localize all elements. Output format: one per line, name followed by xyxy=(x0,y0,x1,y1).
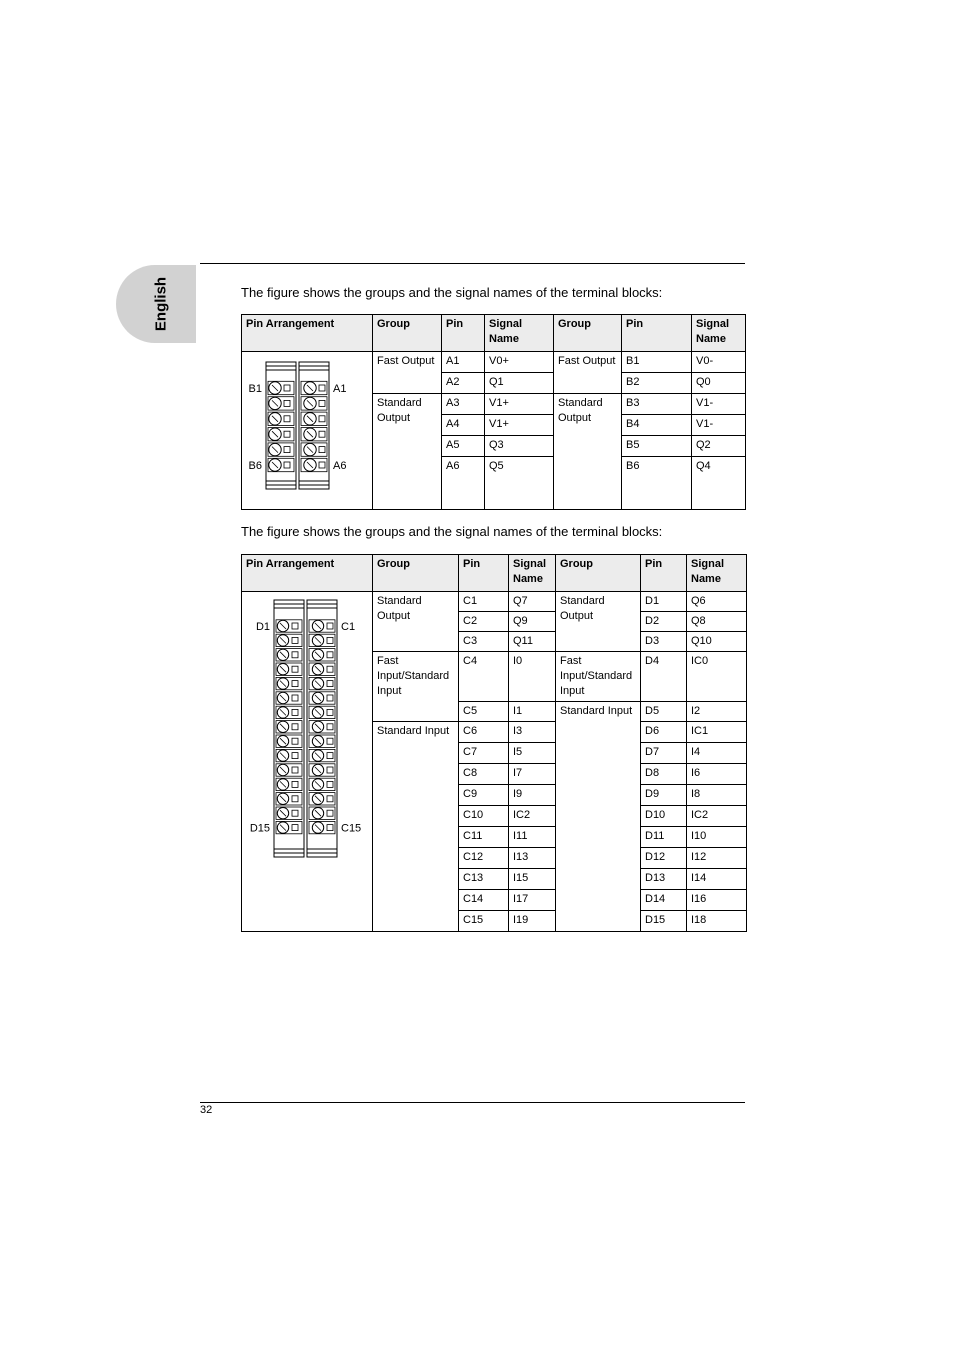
group-cell: Fast Input/Standard Input xyxy=(556,652,641,702)
terminal-block-body xyxy=(307,600,337,857)
group-cell: Standard Input xyxy=(373,722,459,932)
pin-label-right-top: A1 xyxy=(333,383,347,395)
signal-cell: IC2 xyxy=(509,806,556,827)
table-row xyxy=(242,592,747,612)
group-cell: Standard Input xyxy=(556,702,641,932)
column-header: Signal Name xyxy=(509,555,556,592)
signal-cell: Q8 xyxy=(687,612,747,632)
signal-cell: IC1 xyxy=(687,722,747,743)
pin-cell: C11 xyxy=(459,827,509,848)
pin-label-right-bottom: C15 xyxy=(341,822,362,835)
pin-label-left-bottom: D15 xyxy=(249,822,270,835)
terminal-block-figure xyxy=(242,592,373,932)
pin-cell: A3 xyxy=(442,394,485,415)
column-header: Pin xyxy=(459,555,509,592)
column-header: Group xyxy=(373,555,459,592)
signal-cell: Q4 xyxy=(692,457,746,510)
pin-cell: C6 xyxy=(459,722,509,743)
signal-cell: I8 xyxy=(687,785,747,806)
intro-text-2: The figure shows the groups and the signal names of the terminal blocks: xyxy=(241,524,663,539)
pin-cell: C13 xyxy=(459,869,509,890)
pin-label-left-bottom: B6 xyxy=(248,460,262,472)
pin-cell: C3 xyxy=(459,632,509,652)
signal-cell: Q0 xyxy=(692,373,746,394)
column-header: Pin Arrangement xyxy=(242,555,373,592)
pin-cell: D4 xyxy=(641,652,687,702)
pin-cell: C8 xyxy=(459,764,509,785)
signal-cell: I1 xyxy=(509,702,556,722)
signal-cell: I2 xyxy=(687,702,747,722)
signal-cell: I9 xyxy=(509,785,556,806)
pin-cell: D10 xyxy=(641,806,687,827)
group-cell: Standard Output xyxy=(554,394,622,510)
pin-cell: C2 xyxy=(459,612,509,632)
pin-cell: B3 xyxy=(622,394,692,415)
signal-cell: I14 xyxy=(687,869,747,890)
column-header: Signal Name xyxy=(687,555,747,592)
pin-cell: D11 xyxy=(641,827,687,848)
pin-cell: D6 xyxy=(641,722,687,743)
pin-cell: C1 xyxy=(459,592,509,612)
group-cell: Standard Output xyxy=(373,592,459,652)
pin-cell: B6 xyxy=(622,457,692,510)
signal-cell: V1- xyxy=(692,415,746,436)
pin-cell: A1 xyxy=(442,352,485,373)
group-cell: Fast Output xyxy=(554,352,622,394)
page-number: 32 xyxy=(200,1104,213,1116)
pin-cell: D2 xyxy=(641,612,687,632)
signal-cell: I11 xyxy=(509,827,556,848)
signal-cell: I4 xyxy=(687,743,747,764)
column-header: Pin xyxy=(442,315,485,352)
pin-cell: C9 xyxy=(459,785,509,806)
terminal-table-2 xyxy=(241,554,747,932)
pin-cell: C5 xyxy=(459,702,509,722)
signal-cell: Q1 xyxy=(485,373,554,394)
pin-cell: D5 xyxy=(641,702,687,722)
pin-cell: B2 xyxy=(622,373,692,394)
group-cell: Fast Input/Standard Input xyxy=(373,652,459,722)
pin-cell: A2 xyxy=(442,373,485,394)
group-cell: Standard Output xyxy=(556,592,641,652)
signal-cell: V0- xyxy=(692,352,746,373)
header-rule xyxy=(200,263,745,264)
column-header: Pin xyxy=(622,315,692,352)
signal-cell: I17 xyxy=(509,890,556,911)
pin-cell: A6 xyxy=(442,457,485,510)
column-header: Signal Name xyxy=(485,315,554,352)
pin-cell: D7 xyxy=(641,743,687,764)
signal-cell: I12 xyxy=(687,848,747,869)
pin-cell: D15 xyxy=(641,911,687,932)
signal-cell: I7 xyxy=(509,764,556,785)
signal-cell: I6 xyxy=(687,764,747,785)
pin-cell: D8 xyxy=(641,764,687,785)
group-cell: Standard Output xyxy=(373,394,442,510)
signal-cell: V1+ xyxy=(485,415,554,436)
signal-cell: I5 xyxy=(509,743,556,764)
signal-cell: I0 xyxy=(509,652,556,702)
pin-cell: D1 xyxy=(641,592,687,612)
column-header: Pin Arrangement xyxy=(242,315,373,352)
pin-cell: C7 xyxy=(459,743,509,764)
signal-cell: Q11 xyxy=(509,632,556,652)
pin-label-right-bottom: A6 xyxy=(333,460,347,472)
signal-cell: Q2 xyxy=(692,436,746,457)
signal-cell: I10 xyxy=(687,827,747,848)
pin-cell: C12 xyxy=(459,848,509,869)
signal-cell: IC2 xyxy=(687,806,747,827)
pin-cell: C14 xyxy=(459,890,509,911)
pin-cell: C10 xyxy=(459,806,509,827)
signal-cell: I3 xyxy=(509,722,556,743)
pin-cell: B5 xyxy=(622,436,692,457)
pin-cell: D12 xyxy=(641,848,687,869)
column-header: Group xyxy=(556,555,641,592)
signal-cell: V1+ xyxy=(485,394,554,415)
pin-cell: C4 xyxy=(459,652,509,702)
group-cell: Fast Output xyxy=(373,352,442,394)
column-header: Pin xyxy=(641,555,687,592)
signal-cell: I19 xyxy=(509,911,556,932)
pin-cell: D3 xyxy=(641,632,687,652)
signal-cell: I15 xyxy=(509,869,556,890)
terminal-block-body xyxy=(274,600,304,857)
pin-cell: B1 xyxy=(622,352,692,373)
signal-cell: I13 xyxy=(509,848,556,869)
footer-rule xyxy=(200,1102,745,1103)
pin-cell: D14 xyxy=(641,890,687,911)
column-header: Signal Name xyxy=(692,315,746,352)
pin-label-left-top: B1 xyxy=(248,383,262,395)
pin-arrangement-cell xyxy=(242,352,373,510)
column-header: Group xyxy=(554,315,622,352)
signal-cell: V0+ xyxy=(485,352,554,373)
signal-cell: I16 xyxy=(687,890,747,911)
pin-arrangement-cell xyxy=(242,592,373,932)
pin-cell: D13 xyxy=(641,869,687,890)
table-row xyxy=(242,352,746,373)
language-tab-label: English xyxy=(152,276,170,332)
signal-cell: Q9 xyxy=(509,612,556,632)
signal-cell: Q5 xyxy=(485,457,554,510)
pin-cell: D9 xyxy=(641,785,687,806)
terminal-block-figure xyxy=(242,352,373,510)
signal-cell: V1- xyxy=(692,394,746,415)
terminal-table-1 xyxy=(241,314,746,510)
pin-cell: C15 xyxy=(459,911,509,932)
intro-text-1: The figure shows the groups and the signal names of the terminal blocks: xyxy=(241,285,663,300)
column-header: Group xyxy=(373,315,442,352)
pin-label-left-top: D1 xyxy=(255,621,270,633)
signal-cell: Q3 xyxy=(485,436,554,457)
signal-cell: Q10 xyxy=(687,632,747,652)
signal-cell: Q6 xyxy=(687,592,747,612)
pin-cell: A5 xyxy=(442,436,485,457)
signal-cell: I18 xyxy=(687,911,747,932)
pin-cell: A4 xyxy=(442,415,485,436)
pin-label-right-top: C1 xyxy=(341,621,356,633)
signal-cell: Q7 xyxy=(509,592,556,612)
pin-cell: B4 xyxy=(622,415,692,436)
signal-cell: IC0 xyxy=(687,652,747,702)
